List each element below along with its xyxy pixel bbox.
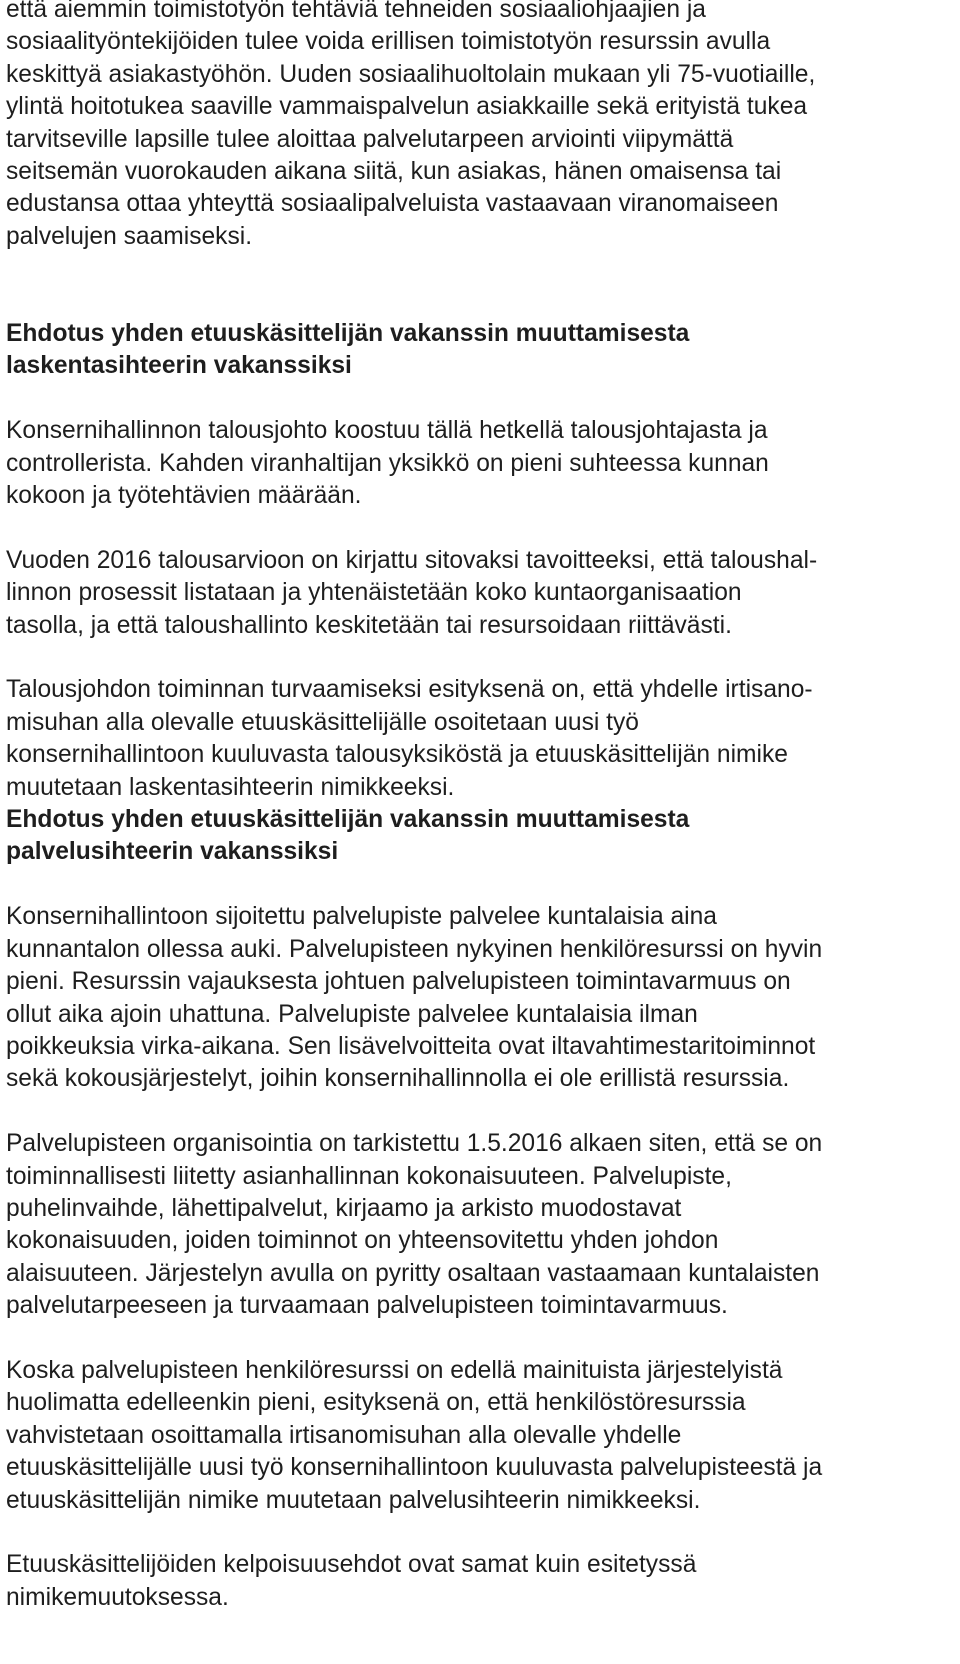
paragraph-qualification-requirements [6,1549,956,1614]
text-line: Koska palvelupisteen henkilöresurssi on edellä mainituista järjestelyistä [6,1356,783,1384]
paragraph-service-point-organisation [6,1128,956,1322]
text-line: Konsernihallinnon talousjohto koostuu tällä hetkellä talousjohtajasta ja [6,417,768,445]
paragraph-spacer [6,253,956,285]
text-line: puhelinvaihde, lähettipalvelut, kirjaamo ja arkisto muodostavat [6,1194,682,1222]
text-line: muutetaan laskentasihteerin nimikkeeksi. [6,773,455,801]
text-line: vahvistetaan osoittamalla irtisanomisuhan alla olevalle yhdelle [6,1421,682,1449]
paragraph-service-point-proposal [6,1355,956,1517]
text-line: etuuskäsittelijälle uusi työ konsernihallintoon kuuluvasta palvelupisteestä ja [6,1454,823,1482]
text-line: kokoon ja työtehtävien määrään. [6,482,362,510]
text-line: Palvelupisteen organisointia on tarkistettu 1.5.2016 alkaen siten, että se on [6,1130,823,1158]
paragraph-spacer [6,286,956,318]
text-line: ylintä hoitotukea saaville vammaispalvelun asiakkaille sekä erityistä tukea [6,93,808,121]
paragraph-service-point [6,901,956,1095]
paragraph-spacer [6,642,956,674]
paragraph-social-services-intro [6,0,956,253]
text-line: huolimatta edelleenkin pieni, esityksenä on, että henkilöstöresurssia [6,1389,746,1417]
section-heading-accounting-secretary [6,318,956,383]
text-line: Vuoden 2016 talousarvioon on kirjattu sitovaksi tavoitteeksi, että taloushal- [6,546,818,574]
text-line: poikkeuksia virka-aikana. Sen lisävelvoitteita ovat iltavahtimestaritoiminnot [6,1032,816,1060]
text-line: ollut aika ajoin uhattuna. Palvelupiste palvelee kuntalaisia ilman [6,1000,698,1028]
paragraph-spacer [6,1323,956,1355]
paragraph-spacer [6,383,956,415]
text-line: sosiaalityöntekijöiden tulee voida erillisen toimistotyön resurssin avulla [6,28,771,56]
text-line: tarvitseville lapsille tulee aloittaa palvelutarpeen arviointi viipymättä [6,125,734,153]
paragraph-spacer [6,512,956,544]
text-line: etuuskäsittelijän nimike muutetaan palvelusihteerin nimikkeeksi. [6,1486,701,1514]
text-line: palvelutarpeeseen ja turvaamaan palvelupisteen toimintavarmuus. [6,1292,728,1320]
section-heading-service-secretary [6,804,956,869]
document-page [6,0,956,1614]
text-line: edustansa ottaa yhteyttä sosiaalipalveluista vastaavaan viranomaiseen [6,190,779,218]
text-line: että aiemmin toimistotyön tehtäviä tehneiden sosiaaliohjaajien ja [6,0,706,23]
text-line: controllerista. Kahden viranhaltijan yksikkö on pieni suhteessa kunnan [6,449,769,477]
text-line: linnon prosessit listataan ja yhtenäistetään koko kuntaorganisaation [6,579,742,607]
heading-line: Ehdotus yhden etuuskäsittelijän vakanssin muuttamisesta [6,320,690,348]
paragraph-accounting-proposal [6,674,956,804]
text-line: sekä kokousjärjestelyt, joihin konsernihallinnolla ei ole erillistä resurssia. [6,1065,790,1093]
text-line: nimikemuutoksessa. [6,1583,229,1611]
paragraph-spacer [6,869,956,901]
text-line: toiminnallisesti liitetty asianhallinnan kokonaisuuteen. Palvelupiste, [6,1162,732,1190]
paragraph-financial-management [6,415,956,512]
text-line: kunnantalon ollessa auki. Palvelupisteen nykyinen henkilöresurssi on hyvin [6,935,823,963]
text-line: pieni. Resurssin vajauksesta johtuen palvelupisteen toimintavarmuus on [6,968,791,996]
text-line: konsernihallintoon kuuluvasta talousyksiköstä ja etuuskäsittelijän nimike [6,741,788,769]
paragraph-spacer [6,1096,956,1128]
text-line: misuhan alla olevalle etuuskäsittelijälle osoitetaan uusi työ [6,708,639,736]
heading-line: palvelusihteerin vakanssiksi [6,838,339,866]
text-line: keskittyä asiakastyöhön. Uuden sosiaalihuoltolain mukaan yli 75-vuotiaille, [6,60,816,88]
text-line: seitsemän vuorokauden aikana siitä, kun asiakas, hänen omaisensa tai [6,158,782,186]
text-line: Etuuskäsittelijöiden kelpoisuusehdot ovat samat kuin esitetyssä [6,1551,697,1579]
paragraph-budget-2016 [6,545,956,642]
text-line: tasolla, ja että taloushallinto keskitetään tai resursoidaan riittävästi. [6,611,732,639]
heading-line: Ehdotus yhden etuuskäsittelijän vakanssin muuttamisesta [6,806,690,834]
text-line: kokonaisuuden, joiden toiminnot on yhteensovitettu yhden johdon [6,1227,719,1255]
text-line: Talousjohdon toiminnan turvaamiseksi esityksenä on, että yhdelle irtisano- [6,676,813,704]
text-line: palvelujen saamiseksi. [6,222,253,250]
text-line: alaisuuteen. Järjestelyn avulla on pyritty osaltaan vastaamaan kuntalaisten [6,1259,820,1287]
text-line: Konsernihallintoon sijoitettu palvelupiste palvelee kuntalaisia aina [6,903,717,931]
paragraph-spacer [6,1517,956,1549]
heading-line: laskentasihteerin vakanssiksi [6,352,352,380]
